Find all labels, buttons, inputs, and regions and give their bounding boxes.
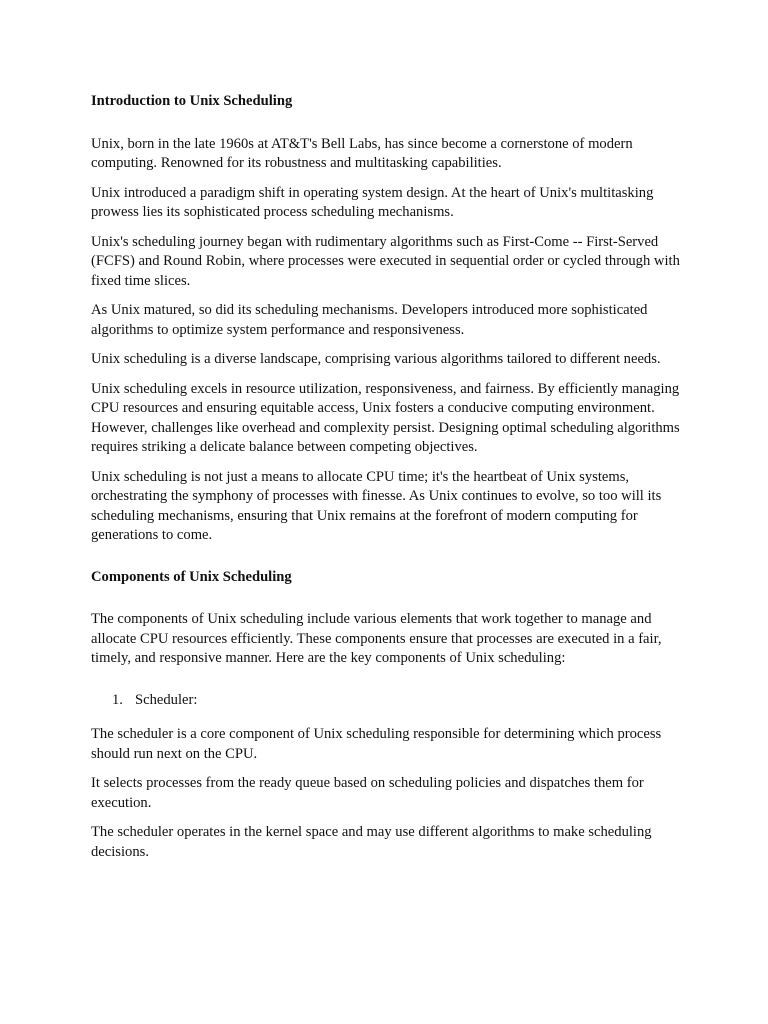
- paragraph: The components of Unix scheduling include various elements that work together to manage and allocate CPU resources efficiently. These components ensure that processes are executed in a fair, timely, and responsive manner. Here are the key components of Unix scheduling:: [91, 611, 662, 666]
- paragraph: Unix's scheduling journey began with rudimentary algorithms such as First-Come -- First-Served (FCFS) and Round Robin, where processes were executed in sequential order or cycled through with fixed time slices.: [91, 233, 680, 289]
- document-page: [91, 92, 681, 862]
- paragraph: The scheduler is a core component of Unix scheduling responsible for determining which process should run next on the CPU.: [91, 726, 662, 762]
- paragraph: Unix, born in the late 1960s at AT&T's Bell Labs, has since become a cornerstone of modern computing. Renowned for its robustness and multitasking capabilities.: [91, 135, 633, 171]
- numbered-list: [91, 691, 681, 711]
- section-heading-components: Components of Unix Scheduling: [91, 568, 292, 585]
- paragraph: It selects processes from the ready queue based on scheduling policies and dispatches them for execution.: [91, 775, 644, 811]
- list-item: [112, 691, 681, 711]
- paragraph: Unix scheduling excels in resource utilization, responsiveness, and fairness. By efficiently managing CPU resources and ensuring equitable access, Unix fosters a conducive computing environment. However, challenges like overhead and complexity persist. Designing optimal scheduling algorithms requires striking a delicate balance between competing objectives.: [91, 380, 680, 455]
- paragraph: The scheduler operates in the kernel space and may use different algorithms to make scheduling decisions.: [91, 824, 652, 860]
- paragraph: Unix introduced a paradigm shift in operating system design. At the heart of Unix's multitasking prowess lies its sophisticated process scheduling mechanisms.: [91, 184, 654, 220]
- section-heading-introduction: Introduction to Unix Scheduling: [91, 93, 293, 109]
- paragraph: As Unix matured, so did its scheduling mechanisms. Developers introduced more sophisticated algorithms to optimize system performance and responsiveness.: [91, 302, 648, 338]
- list-item-label: Scheduler:: [135, 691, 198, 708]
- paragraph: Unix scheduling is not just a means to allocate CPU time; it's the heartbeat of Unix systems, orchestrating the symphony of processes with finesse. As Unix continues to evolve, so too will its scheduling mechanisms, ensuring that Unix remains at the forefront of modern computing for generations to come.: [91, 468, 662, 543]
- list-item-number: 1.: [112, 691, 123, 708]
- paragraph: Unix scheduling is a diverse landscape, comprising various algorithms tailored to different needs.: [91, 351, 661, 367]
